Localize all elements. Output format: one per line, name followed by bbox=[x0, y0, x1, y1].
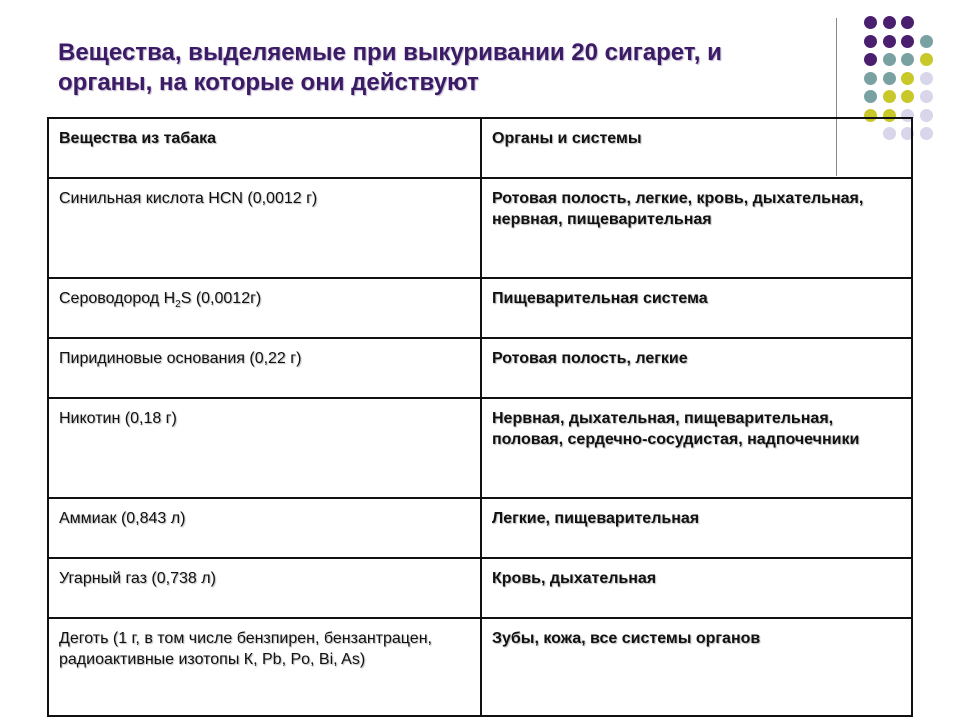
organs-cell: Ротовая полость, легкие bbox=[481, 338, 912, 398]
substance-cell bbox=[48, 278, 481, 338]
decorative-dot bbox=[920, 35, 933, 48]
table-row bbox=[48, 558, 912, 618]
decorative-dot bbox=[864, 16, 877, 29]
decorative-dot bbox=[920, 53, 933, 66]
subscript-2: 2 bbox=[175, 299, 181, 311]
organs-cell: Пищеварительная система bbox=[481, 278, 912, 338]
decorative-dot bbox=[883, 90, 896, 103]
decorative-dot bbox=[864, 35, 877, 48]
decorative-dot bbox=[901, 90, 914, 103]
decorative-dot bbox=[901, 72, 914, 85]
organs-cell: Кровь, дыхательная bbox=[481, 558, 912, 618]
substance-cell: Аммиак (0,843 л) bbox=[48, 498, 481, 558]
substance-text: Сероводород H bbox=[59, 290, 176, 307]
organs-cell: Ротовая полость, легкие, кровь, дыхательная, нервная, пищеварительная bbox=[481, 178, 912, 278]
substances-organs-table bbox=[47, 117, 913, 717]
substance-cell: Никотин (0,18 г) bbox=[48, 398, 481, 498]
header-organs: Органы и системы bbox=[481, 118, 912, 178]
decorative-dot bbox=[864, 90, 877, 103]
slide-title-line-1: Вещества, выделяемые при выкуривании 20 сигарет, и bbox=[58, 39, 722, 66]
substance-cell: Угарный газ (0,738 л) bbox=[48, 558, 481, 618]
decorative-dot bbox=[864, 72, 877, 85]
table-row bbox=[48, 178, 912, 278]
organs-cell: Легкие, пищеварительная bbox=[481, 498, 912, 558]
decorative-dot bbox=[920, 127, 933, 140]
table-row bbox=[48, 338, 912, 398]
organs-cell: Нервная, дыхательная, пищеварительная, половая, сердечно-сосудистая, надпочечники bbox=[481, 398, 912, 498]
slide-title-line-2: органы, на которые они действуют bbox=[58, 69, 479, 96]
slide-title bbox=[58, 38, 828, 98]
decorative-dot bbox=[883, 72, 896, 85]
table-row bbox=[48, 618, 912, 716]
decorative-dot bbox=[864, 53, 877, 66]
decorative-dot bbox=[883, 35, 896, 48]
decorative-dot bbox=[883, 53, 896, 66]
table-header-row bbox=[48, 118, 912, 178]
table-row bbox=[48, 278, 912, 338]
decorative-dot bbox=[901, 35, 914, 48]
decorative-dot bbox=[920, 90, 933, 103]
decorative-dot bbox=[901, 53, 914, 66]
substance-cell: Синильная кислота HCN (0,0012 г) bbox=[48, 178, 481, 278]
substance-text-suffix: S (0,0012г) bbox=[180, 290, 262, 307]
decorative-dot bbox=[901, 16, 914, 29]
header-substances: Вещества из табака bbox=[48, 118, 481, 178]
decorative-dot bbox=[920, 109, 933, 122]
decorative-dot bbox=[883, 16, 896, 29]
table-row bbox=[48, 498, 912, 558]
organs-cell: Зубы, кожа, все системы органов bbox=[481, 618, 912, 716]
substance-cell: Деготь (1 г, в том числе бензпирен, бензантрацен, радиоактивные изотопы К, Pb, Po, Bi, As) bbox=[48, 618, 481, 716]
substance-cell: Пиридиновые основания (0,22 г) bbox=[48, 338, 481, 398]
table-row bbox=[48, 398, 912, 498]
decorative-dot bbox=[920, 72, 933, 85]
